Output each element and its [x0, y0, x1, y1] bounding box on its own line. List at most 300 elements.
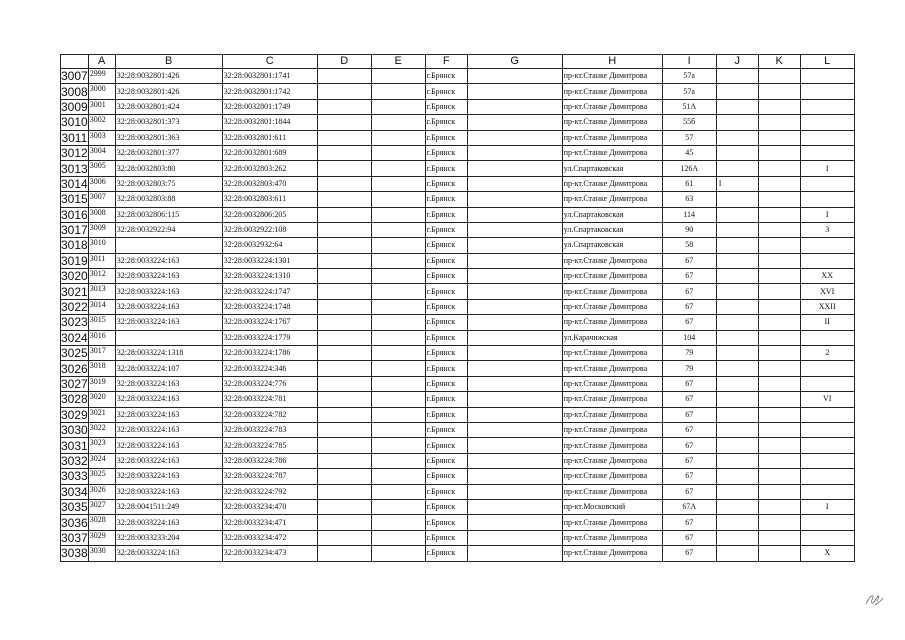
- cell-b[interactable]: 32:28:0033224:163: [115, 407, 222, 422]
- cell-e[interactable]: [371, 284, 425, 299]
- cell-g[interactable]: [467, 115, 562, 130]
- cell-i[interactable]: 67: [662, 392, 716, 407]
- cell-d[interactable]: [317, 207, 371, 222]
- cell-l[interactable]: [800, 115, 854, 130]
- cell-i[interactable]: 67: [662, 253, 716, 268]
- cell-j[interactable]: [716, 192, 758, 207]
- column-header-c[interactable]: C: [222, 55, 317, 69]
- cell-j[interactable]: [716, 438, 758, 453]
- cell-c[interactable]: 32:28:0032801:1844: [222, 115, 317, 130]
- cell-c[interactable]: 32:28:0033234:473: [222, 546, 317, 561]
- cell-b[interactable]: 32:28:0041511:249: [115, 499, 222, 514]
- cell-b[interactable]: [115, 330, 222, 345]
- cell-j[interactable]: [716, 546, 758, 561]
- cell-g[interactable]: [467, 392, 562, 407]
- cell-g[interactable]: [467, 99, 562, 114]
- cell-i[interactable]: 67: [662, 407, 716, 422]
- cell-l[interactable]: [800, 238, 854, 253]
- cell-g[interactable]: [467, 269, 562, 284]
- cell-l[interactable]: [800, 407, 854, 422]
- cell-j[interactable]: [716, 253, 758, 268]
- cell-c[interactable]: 32:28:0033224:1767: [222, 315, 317, 330]
- cell-j[interactable]: [716, 299, 758, 314]
- cell-i[interactable]: 126А: [662, 161, 716, 176]
- cell-c[interactable]: 32:28:0033224:786: [222, 453, 317, 468]
- cell-g[interactable]: [467, 469, 562, 484]
- cell-a[interactable]: 3030: [88, 546, 115, 561]
- cell-e[interactable]: [371, 392, 425, 407]
- row-header[interactable]: 3037: [61, 530, 88, 545]
- cell-k[interactable]: [758, 499, 800, 514]
- row-header[interactable]: 3025: [61, 346, 88, 361]
- cell-k[interactable]: [758, 299, 800, 314]
- cell-l[interactable]: [800, 130, 854, 145]
- cell-b[interactable]: 32:28:0033233:204: [115, 530, 222, 545]
- cell-e[interactable]: [371, 546, 425, 561]
- cell-j[interactable]: [716, 330, 758, 345]
- cell-f[interactable]: г.Брянск: [425, 515, 467, 530]
- cell-a[interactable]: 3007: [88, 192, 115, 207]
- cell-b[interactable]: 32:28:0032801:377: [115, 145, 222, 160]
- cell-f[interactable]: г.Брянск: [425, 546, 467, 561]
- cell-d[interactable]: [317, 499, 371, 514]
- cell-i[interactable]: 57а: [662, 69, 716, 84]
- cell-e[interactable]: [371, 530, 425, 545]
- cell-k[interactable]: [758, 392, 800, 407]
- cell-h[interactable]: пр-кт.Станке Димитрова: [562, 284, 662, 299]
- cell-i[interactable]: 67: [662, 453, 716, 468]
- cell-g[interactable]: [467, 484, 562, 499]
- cell-e[interactable]: [371, 222, 425, 237]
- row-header[interactable]: 3019: [61, 253, 88, 268]
- row-header[interactable]: 3036: [61, 515, 88, 530]
- cell-j[interactable]: [716, 484, 758, 499]
- cell-b[interactable]: 32:28:0032801:426: [115, 69, 222, 84]
- cell-a[interactable]: 3025: [88, 469, 115, 484]
- cell-a[interactable]: 3022: [88, 422, 115, 437]
- cell-l[interactable]: XX: [800, 269, 854, 284]
- cell-k[interactable]: [758, 346, 800, 361]
- row-header[interactable]: 3021: [61, 284, 88, 299]
- cell-l[interactable]: [800, 484, 854, 499]
- cell-j[interactable]: [716, 376, 758, 391]
- cell-g[interactable]: [467, 284, 562, 299]
- column-header-h[interactable]: H: [562, 55, 662, 69]
- cell-i[interactable]: 51А: [662, 99, 716, 114]
- cell-c[interactable]: 32:28:0032801:1749: [222, 99, 317, 114]
- cell-e[interactable]: [371, 469, 425, 484]
- cell-e[interactable]: [371, 407, 425, 422]
- cell-h[interactable]: пр-кт.Станке Димитрова: [562, 346, 662, 361]
- cell-d[interactable]: [317, 546, 371, 561]
- cell-d[interactable]: [317, 299, 371, 314]
- cell-a[interactable]: 3013: [88, 284, 115, 299]
- cell-j[interactable]: [716, 346, 758, 361]
- cell-g[interactable]: [467, 438, 562, 453]
- cell-e[interactable]: [371, 315, 425, 330]
- cell-f[interactable]: г.Брянск: [425, 376, 467, 391]
- cell-l[interactable]: [800, 515, 854, 530]
- cell-i[interactable]: 58: [662, 238, 716, 253]
- cell-h[interactable]: пр-кт.Станке Димитрова: [562, 453, 662, 468]
- cell-k[interactable]: [758, 238, 800, 253]
- cell-a[interactable]: 3023: [88, 438, 115, 453]
- cell-h[interactable]: ул.Спартаковская: [562, 161, 662, 176]
- cell-i[interactable]: 45: [662, 145, 716, 160]
- cell-d[interactable]: [317, 422, 371, 437]
- cell-l[interactable]: [800, 69, 854, 84]
- cell-g[interactable]: [467, 515, 562, 530]
- cell-i[interactable]: 63: [662, 192, 716, 207]
- cell-k[interactable]: [758, 330, 800, 345]
- cell-l[interactable]: [800, 330, 854, 345]
- cell-d[interactable]: [317, 469, 371, 484]
- cell-i[interactable]: 61: [662, 176, 716, 191]
- cell-g[interactable]: [467, 407, 562, 422]
- cell-g[interactable]: [467, 499, 562, 514]
- cell-d[interactable]: [317, 330, 371, 345]
- cell-d[interactable]: [317, 284, 371, 299]
- cell-l[interactable]: [800, 84, 854, 99]
- cell-e[interactable]: [371, 84, 425, 99]
- cell-l[interactable]: [800, 99, 854, 114]
- cell-d[interactable]: [317, 84, 371, 99]
- row-header[interactable]: 3011: [61, 130, 88, 145]
- row-header[interactable]: 3034: [61, 484, 88, 499]
- cell-h[interactable]: пр-кт.Станке Димитрова: [562, 422, 662, 437]
- cell-g[interactable]: [467, 161, 562, 176]
- cell-j[interactable]: I: [716, 176, 758, 191]
- row-header[interactable]: 3016: [61, 207, 88, 222]
- column-header-f[interactable]: F: [425, 55, 467, 69]
- cell-l[interactable]: [800, 253, 854, 268]
- cell-j[interactable]: [716, 161, 758, 176]
- cell-l[interactable]: [800, 192, 854, 207]
- cell-g[interactable]: [467, 299, 562, 314]
- cell-j[interactable]: [716, 115, 758, 130]
- cell-e[interactable]: [371, 269, 425, 284]
- cell-l[interactable]: I: [800, 207, 854, 222]
- cell-j[interactable]: [716, 499, 758, 514]
- cell-c[interactable]: 32:28:0033234:471: [222, 515, 317, 530]
- cell-b[interactable]: 32:28:0033224:163: [115, 253, 222, 268]
- cell-f[interactable]: г.Брянск: [425, 453, 467, 468]
- cell-e[interactable]: [371, 499, 425, 514]
- cell-a[interactable]: 3010: [88, 238, 115, 253]
- cell-a[interactable]: 3021: [88, 407, 115, 422]
- cell-c[interactable]: 32:28:0033224:776: [222, 376, 317, 391]
- cell-k[interactable]: [758, 130, 800, 145]
- column-header-g[interactable]: G: [467, 55, 562, 69]
- cell-c[interactable]: 32:28:0032932:64: [222, 238, 317, 253]
- cell-l[interactable]: X: [800, 546, 854, 561]
- cell-f[interactable]: г.Брянск: [425, 69, 467, 84]
- cell-f[interactable]: г.Брянск: [425, 238, 467, 253]
- cell-l[interactable]: VI: [800, 392, 854, 407]
- cell-j[interactable]: [716, 530, 758, 545]
- cell-g[interactable]: [467, 361, 562, 376]
- cell-b[interactable]: 32:28:0033224:163: [115, 422, 222, 437]
- cell-i[interactable]: 67: [662, 469, 716, 484]
- row-header[interactable]: 3015: [61, 192, 88, 207]
- cell-h[interactable]: пр-кт.Станке Димитрова: [562, 84, 662, 99]
- cell-i[interactable]: 114: [662, 207, 716, 222]
- cell-g[interactable]: [467, 546, 562, 561]
- cell-b[interactable]: 32:28:0033224:163: [115, 376, 222, 391]
- cell-b[interactable]: 32:28:0033224:163: [115, 469, 222, 484]
- cell-a[interactable]: 3000: [88, 84, 115, 99]
- cell-h[interactable]: пр-кт.Станке Димитрова: [562, 130, 662, 145]
- cell-l[interactable]: 3: [800, 222, 854, 237]
- cell-g[interactable]: [467, 376, 562, 391]
- cell-d[interactable]: [317, 145, 371, 160]
- cell-e[interactable]: [371, 69, 425, 84]
- cell-h[interactable]: пр-кт.Станке Димитрова: [562, 145, 662, 160]
- cell-f[interactable]: г.Брянск: [425, 269, 467, 284]
- cell-b[interactable]: [115, 238, 222, 253]
- cell-e[interactable]: [371, 145, 425, 160]
- cell-h[interactable]: пр-кт.Станке Димитрова: [562, 484, 662, 499]
- cell-d[interactable]: [317, 99, 371, 114]
- row-header[interactable]: 3008: [61, 84, 88, 99]
- cell-f[interactable]: г.Брянск: [425, 407, 467, 422]
- cell-l[interactable]: [800, 469, 854, 484]
- cell-f[interactable]: г.Брянск: [425, 361, 467, 376]
- cell-i[interactable]: 104: [662, 330, 716, 345]
- cell-c[interactable]: 32:28:0032801:1742: [222, 84, 317, 99]
- cell-a[interactable]: 3008: [88, 207, 115, 222]
- cell-b[interactable]: 32:28:0033224:163: [115, 438, 222, 453]
- cell-k[interactable]: [758, 453, 800, 468]
- cell-i[interactable]: 57: [662, 130, 716, 145]
- cell-c[interactable]: 32:28:0032803:470: [222, 176, 317, 191]
- cell-b[interactable]: 32:28:0032803:88: [115, 192, 222, 207]
- cell-b[interactable]: 32:28:0033224:1318: [115, 346, 222, 361]
- cell-f[interactable]: г.Брянск: [425, 438, 467, 453]
- cell-l[interactable]: [800, 145, 854, 160]
- column-header-j[interactable]: J: [716, 55, 758, 69]
- cell-h[interactable]: пр-кт.Станке Димитрова: [562, 392, 662, 407]
- cell-k[interactable]: [758, 69, 800, 84]
- cell-f[interactable]: г.Брянск: [425, 99, 467, 114]
- cell-g[interactable]: [467, 222, 562, 237]
- row-header[interactable]: 3038: [61, 546, 88, 561]
- cell-c[interactable]: 32:28:0032922:108: [222, 222, 317, 237]
- cell-i[interactable]: 67: [662, 299, 716, 314]
- cell-h[interactable]: пр-кт.Станке Димитрова: [562, 99, 662, 114]
- cell-f[interactable]: г.Брянск: [425, 145, 467, 160]
- cell-f[interactable]: г.Брянск: [425, 176, 467, 191]
- cell-h[interactable]: пр-кт.Станке Димитрова: [562, 299, 662, 314]
- cell-c[interactable]: 32:28:0033224:783: [222, 422, 317, 437]
- cell-k[interactable]: [758, 84, 800, 99]
- cell-c[interactable]: 32:28:0033224:781: [222, 392, 317, 407]
- cell-j[interactable]: [716, 315, 758, 330]
- cell-g[interactable]: [467, 69, 562, 84]
- cell-d[interactable]: [317, 315, 371, 330]
- cell-i[interactable]: 67: [662, 269, 716, 284]
- cell-k[interactable]: [758, 192, 800, 207]
- cell-c[interactable]: 32:28:0033224:1310: [222, 269, 317, 284]
- cell-f[interactable]: г.Брянск: [425, 299, 467, 314]
- cell-k[interactable]: [758, 99, 800, 114]
- cell-g[interactable]: [467, 238, 562, 253]
- row-header[interactable]: 3018: [61, 238, 88, 253]
- cell-d[interactable]: [317, 115, 371, 130]
- cell-a[interactable]: 3015: [88, 315, 115, 330]
- cell-f[interactable]: г.Брянск: [425, 484, 467, 499]
- cell-a[interactable]: 3027: [88, 499, 115, 514]
- cell-c[interactable]: 32:28:0033224:787: [222, 469, 317, 484]
- cell-f[interactable]: г.Брянск: [425, 422, 467, 437]
- cell-b[interactable]: 32:28:0033224:163: [115, 484, 222, 499]
- cell-h[interactable]: пр-кт.Станке Димитрова: [562, 469, 662, 484]
- cell-g[interactable]: [467, 130, 562, 145]
- cell-j[interactable]: [716, 238, 758, 253]
- cell-a[interactable]: 3016: [88, 330, 115, 345]
- cell-c[interactable]: 32:28:0033224:792: [222, 484, 317, 499]
- cell-a[interactable]: 3012: [88, 269, 115, 284]
- cell-f[interactable]: г.Брянск: [425, 284, 467, 299]
- cell-l[interactable]: [800, 438, 854, 453]
- cell-h[interactable]: пр-кт.Станке Димитрова: [562, 546, 662, 561]
- row-header[interactable]: 3017: [61, 223, 88, 238]
- cell-i[interactable]: 90: [662, 222, 716, 237]
- cell-k[interactable]: [758, 253, 800, 268]
- cell-f[interactable]: г.Брянск: [425, 207, 467, 222]
- cell-c[interactable]: 32:28:0032803:262: [222, 161, 317, 176]
- cell-d[interactable]: [317, 130, 371, 145]
- cell-a[interactable]: 3018: [88, 361, 115, 376]
- cell-g[interactable]: [467, 207, 562, 222]
- cell-f[interactable]: г.Брянск: [425, 115, 467, 130]
- cell-i[interactable]: 57а: [662, 84, 716, 99]
- cell-j[interactable]: [716, 469, 758, 484]
- cell-i[interactable]: 67: [662, 315, 716, 330]
- cell-e[interactable]: [371, 115, 425, 130]
- cell-c[interactable]: 32:28:0032806:205: [222, 207, 317, 222]
- cell-e[interactable]: [371, 484, 425, 499]
- cell-l[interactable]: I: [800, 161, 854, 176]
- cell-a[interactable]: 3006: [88, 176, 115, 191]
- cell-h[interactable]: пр-кт.Московский: [562, 499, 662, 514]
- cell-b[interactable]: 32:28:0032803:80: [115, 161, 222, 176]
- cell-j[interactable]: [716, 99, 758, 114]
- cell-k[interactable]: [758, 438, 800, 453]
- row-header[interactable]: 3010: [61, 115, 88, 130]
- cell-c[interactable]: 32:28:0032801:1741: [222, 69, 317, 84]
- cell-l[interactable]: [800, 530, 854, 545]
- cell-h[interactable]: пр-кт.Станке Димитрова: [562, 115, 662, 130]
- cell-k[interactable]: [758, 469, 800, 484]
- cell-g[interactable]: [467, 192, 562, 207]
- cell-j[interactable]: [716, 130, 758, 145]
- cell-b[interactable]: 32:28:0032801:373: [115, 115, 222, 130]
- cell-e[interactable]: [371, 253, 425, 268]
- row-header[interactable]: 3024: [61, 330, 88, 345]
- cell-j[interactable]: [716, 392, 758, 407]
- cell-e[interactable]: [371, 299, 425, 314]
- cell-b[interactable]: 32:28:0032922:94: [115, 222, 222, 237]
- cell-d[interactable]: [317, 453, 371, 468]
- cell-e[interactable]: [371, 361, 425, 376]
- cell-h[interactable]: пр-кт.Станке Димитрова: [562, 269, 662, 284]
- cell-c[interactable]: 32:28:0033224:1748: [222, 299, 317, 314]
- cell-b[interactable]: 32:28:0033224:163: [115, 269, 222, 284]
- cell-g[interactable]: [467, 346, 562, 361]
- cell-a[interactable]: 3029: [88, 530, 115, 545]
- cell-d[interactable]: [317, 376, 371, 391]
- cell-f[interactable]: г.Брянск: [425, 84, 467, 99]
- row-header[interactable]: 3027: [61, 377, 88, 391]
- cell-c[interactable]: 32:28:0032801:689: [222, 145, 317, 160]
- row-header[interactable]: 3007: [61, 69, 88, 84]
- cell-b[interactable]: 32:28:0032803:75: [115, 176, 222, 191]
- cell-i[interactable]: 67: [662, 530, 716, 545]
- cell-g[interactable]: [467, 530, 562, 545]
- cell-j[interactable]: [716, 515, 758, 530]
- cell-k[interactable]: [758, 207, 800, 222]
- cell-e[interactable]: [371, 422, 425, 437]
- cell-b[interactable]: 32:28:0033224:163: [115, 546, 222, 561]
- cell-k[interactable]: [758, 284, 800, 299]
- cell-c[interactable]: 32:28:0033224:1779: [222, 330, 317, 345]
- cell-l[interactable]: 2: [800, 346, 854, 361]
- cell-e[interactable]: [371, 346, 425, 361]
- row-header[interactable]: 3013: [61, 161, 88, 176]
- cell-d[interactable]: [317, 515, 371, 530]
- cell-e[interactable]: [371, 438, 425, 453]
- cell-a[interactable]: 3009: [88, 222, 115, 237]
- cell-f[interactable]: г.Брянск: [425, 530, 467, 545]
- cell-g[interactable]: [467, 453, 562, 468]
- cell-h[interactable]: пр-кт.Станке Димитрова: [562, 361, 662, 376]
- cell-h[interactable]: пр-кт.Станке Димитрова: [562, 253, 662, 268]
- cell-d[interactable]: [317, 346, 371, 361]
- cell-d[interactable]: [317, 530, 371, 545]
- row-header[interactable]: 3009: [61, 99, 88, 114]
- cell-f[interactable]: г.Брянск: [425, 192, 467, 207]
- cell-b[interactable]: 32:28:0033224:163: [115, 453, 222, 468]
- cell-k[interactable]: [758, 161, 800, 176]
- cell-a[interactable]: 3005: [88, 161, 115, 176]
- cell-e[interactable]: [371, 515, 425, 530]
- cell-g[interactable]: [467, 315, 562, 330]
- cell-i[interactable]: 67: [662, 422, 716, 437]
- cell-b[interactable]: 32:28:0033224:163: [115, 315, 222, 330]
- cell-e[interactable]: [371, 99, 425, 114]
- cell-d[interactable]: [317, 253, 371, 268]
- cell-f[interactable]: г.Брянск: [425, 392, 467, 407]
- cell-k[interactable]: [758, 546, 800, 561]
- cell-k[interactable]: [758, 484, 800, 499]
- cell-b[interactable]: 32:28:0032806:115: [115, 207, 222, 222]
- cell-h[interactable]: пр-кт.Станке Димитрова: [562, 315, 662, 330]
- cell-l[interactable]: [800, 453, 854, 468]
- cell-j[interactable]: [716, 269, 758, 284]
- row-header[interactable]: 3012: [61, 146, 88, 161]
- cell-g[interactable]: [467, 422, 562, 437]
- cell-e[interactable]: [371, 453, 425, 468]
- cell-h[interactable]: пр-кт.Станке Димитрова: [562, 69, 662, 84]
- cell-i[interactable]: 79: [662, 346, 716, 361]
- row-header[interactable]: 3023: [61, 315, 88, 330]
- row-header[interactable]: 3035: [61, 500, 88, 515]
- cell-k[interactable]: [758, 115, 800, 130]
- cell-d[interactable]: [317, 484, 371, 499]
- cell-c[interactable]: 32:28:0033234:470: [222, 499, 317, 514]
- cell-h[interactable]: пр-кт.Станке Димитрова: [562, 407, 662, 422]
